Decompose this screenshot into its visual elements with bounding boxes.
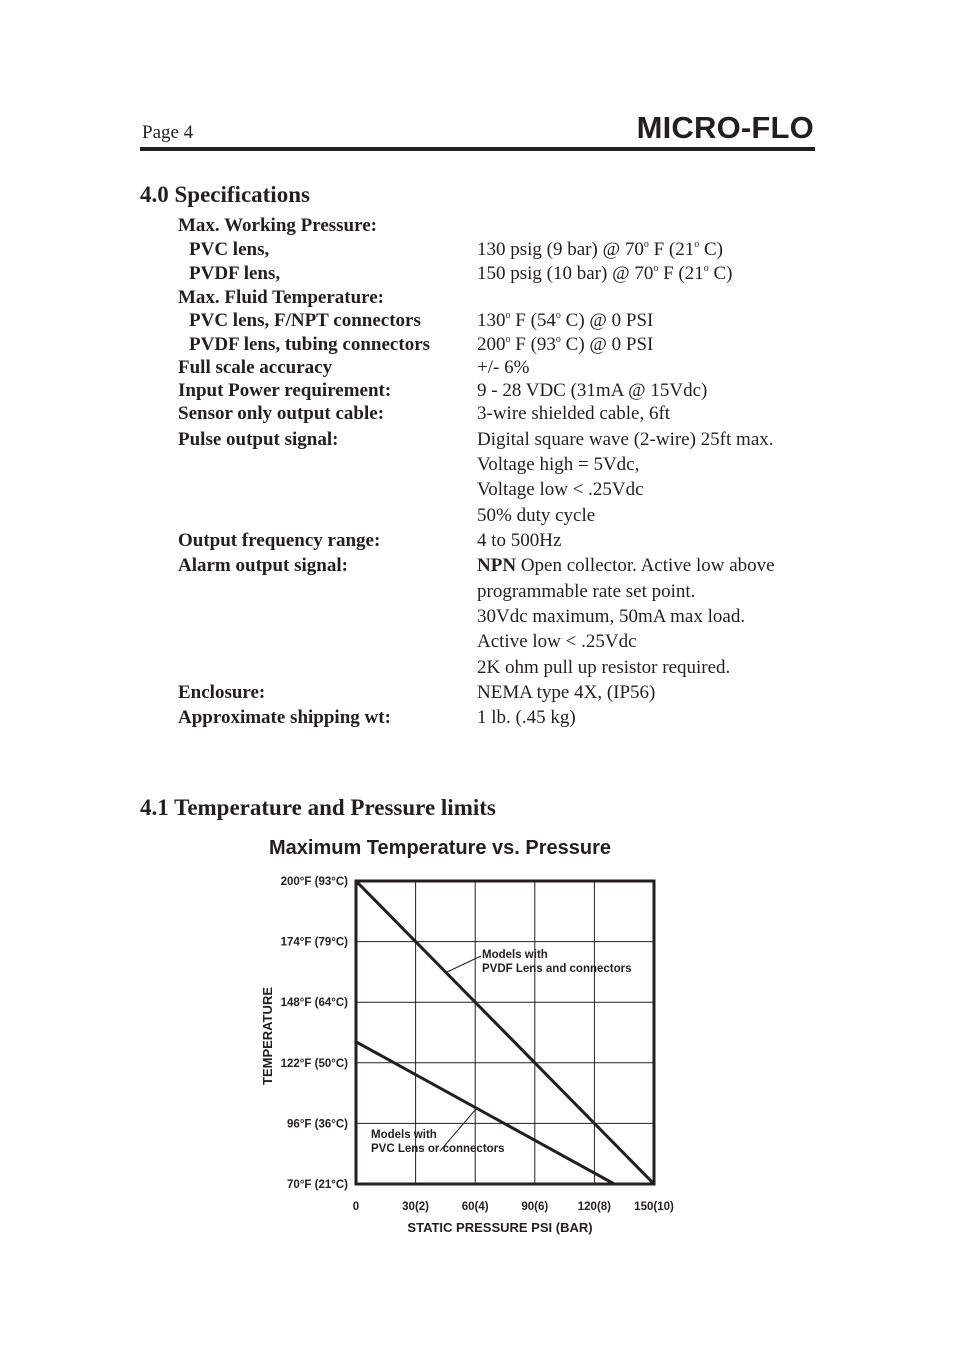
spec-label: Output frequency range: <box>178 530 381 551</box>
spec-value: Voltage low < .25Vdc <box>477 479 644 500</box>
spec-label: Input Power requirement: <box>178 380 392 401</box>
spec-value: 9 - 28 VDC (31mA @ 15Vdc) <box>477 380 708 401</box>
spec-label: PVDF lens, <box>189 263 281 284</box>
y-tick-label: 70°F (21°C) <box>287 1179 348 1191</box>
y-tick-label: 148°F (64°C) <box>280 997 348 1010</box>
spec-value: 30Vdc maximum, 50mA max load. <box>477 606 746 627</box>
spec-label: Enclosure: <box>178 682 266 703</box>
tick-labels <box>281 876 674 1213</box>
spec-label: Full scale accuracy <box>178 357 333 378</box>
spec-value: programmable rate set point. <box>477 581 696 602</box>
x-axis-label: STATIC PRESSURE PSI (BAR) <box>407 1220 593 1235</box>
annotation-text: Models with <box>371 1129 437 1141</box>
x-tick-label: 90(6) <box>521 1201 549 1213</box>
spec-label: Sensor only output cable: <box>178 403 385 424</box>
spec-value: 50% duty cycle <box>477 505 596 526</box>
spec-label: Max. Fluid Temperature: <box>178 287 385 308</box>
spec-value: 130$^o$ F (54$^o$ C) @ 0 PSI <box>477 310 654 331</box>
y-tick-label: 174°F (79°C) <box>280 936 348 949</box>
spec-value-emphasis: NPN <box>477 555 517 576</box>
spec-label: PVDF lens, tubing connectors <box>189 334 431 355</box>
limits-heading: 4.1 Temperature and Pressure limits <box>140 795 496 820</box>
spec-value: NEMA type 4X, (IP56) <box>477 682 656 703</box>
spec-value: 4 to 500Hz <box>477 530 562 551</box>
x-tick-label: 30(2) <box>402 1201 430 1213</box>
spec-value-text: Open collector. Active low above <box>516 555 775 576</box>
y-tick-label: 200°F (93°C) <box>280 876 348 888</box>
x-tick-label: 120(8) <box>577 1201 612 1213</box>
spec-value: +/- 6% <box>477 357 530 378</box>
spec-value: Digital square wave (2-wire) 25ft max. <box>477 429 774 450</box>
spec-value: Voltage high = 5Vdc, <box>477 454 640 475</box>
spec-value: Active low < .25Vdc <box>477 631 637 652</box>
spec-value: 3-wire shielded cable, 6ft <box>477 403 671 424</box>
annotation-text: PVC Lens or connectors <box>371 1143 505 1155</box>
specifications-heading: 4.0 Specifications <box>140 182 310 207</box>
y-tick-label: 96°F (36°C) <box>287 1118 348 1131</box>
spec-value: 200$^o$ F (93$^o$ C) @ 0 PSI <box>477 334 654 355</box>
annotation-text: Models with <box>482 949 548 961</box>
product-title: MICRO-FLO <box>636 110 814 145</box>
spec-label: PVC lens, <box>189 239 270 260</box>
spec-label: Alarm output signal: <box>178 555 348 576</box>
spec-value: 2K ohm pull up resistor required. <box>477 657 731 678</box>
chart-title: Maximum Temperature vs. Pressure <box>269 837 612 859</box>
spec-label: Approximate shipping wt: <box>178 707 391 728</box>
x-tick-label: 0 <box>352 1201 360 1213</box>
spec-value: 150 psig (10 bar) @ 70$^o$ F (21$^o$ C) <box>477 263 733 284</box>
spec-value: 1 lb. (.45 kg) <box>477 707 576 728</box>
spec-label: PVC lens, F/NPT connectors <box>189 310 421 331</box>
x-tick-label: 150(10) <box>634 1201 674 1213</box>
y-axis-label: TEMPERATURE <box>260 987 275 1085</box>
x-tick-label: 60(4) <box>461 1201 489 1213</box>
annotations <box>371 949 632 1155</box>
spec-label: Max. Working Pressure: <box>178 215 377 236</box>
annotation-text: PVDF Lens and connectors <box>482 963 632 975</box>
y-tick-label: 122°F (50°C) <box>280 1057 348 1070</box>
annotation-leader <box>447 956 481 972</box>
spec-value: 130 psig (9 bar) @ 70$^o$ F (21$^o$ C) <box>477 239 723 260</box>
spec-label: Pulse output signal: <box>178 429 339 450</box>
page-number: Page 4 <box>142 122 194 143</box>
